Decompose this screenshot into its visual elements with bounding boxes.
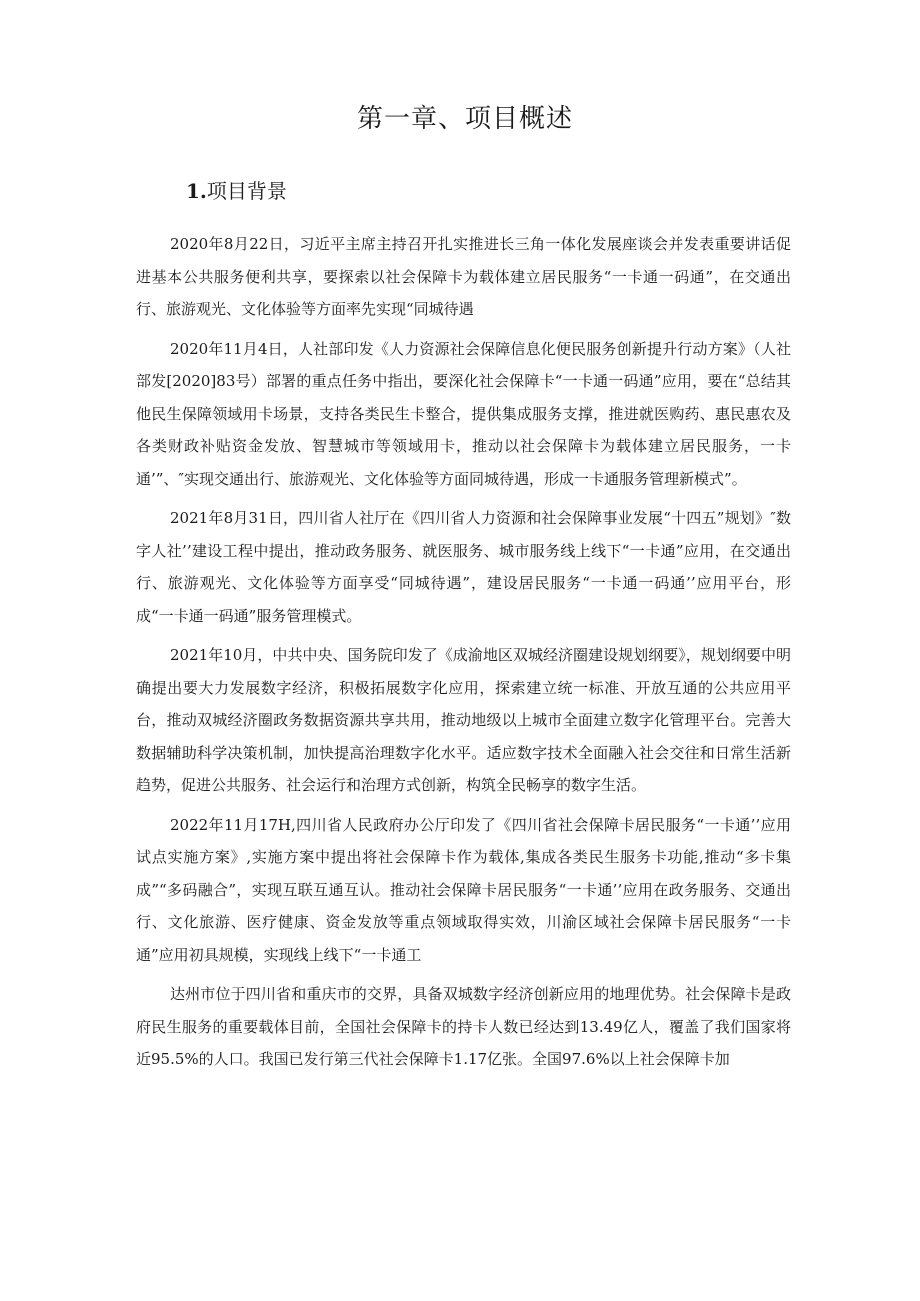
paragraph: 2020年11月4日，人社部印发《人力资源社会保障信息化便民服务创新提升行动方案》（人社部发[2020]83号）部署的重点任务中指出，要深化社会保障卡“一卡通一码通”应用，要在“总结其他民生保障领域用卡场景，支持各类民生卡整合，提供集成服务支撑，推进就医购药、惠民惠农及各类财政补贴资金发放、智慧城市等领域用卡，推动以社会保障卡为载体建立居民服务，一卡通’”、″实现交通出行、旅游观光、文化体验等方面同城待遇，形成一卡通服务管理新模式”。 xyxy=(136,339,791,488)
paragraph: 达州市位于四川省和重庆市的交界，具备双城数字经济创新应用的地理优势。社会保障卡是政府民生服务的重要载体目前，全国社会保障卡的持卡人数已经达到13.49亿人，覆盖了我们国家将近95.5%的人口。我国已发行第三代社会保障卡1.17亿张。全国97.6%以上社会保障卡加 xyxy=(136,985,791,1068)
paragraph: 2021年8月31日，四川省人社厅在《四川省人力资源和社会保障事业发展“十四五”规划》″数字人社’’建设工程中提出，推动政务服务、就医服务、城市服务线上线下“一卡通”应用，在交通出行、旅游观光、文化体验等方面享受“同城待遇”，建设居民服务“一卡通一码通’’应用平台，形成“一卡通一码通”服务管理模式。 xyxy=(136,509,791,625)
paragraph: 2021年10月，中共中央、国务院印发了《成渝地区双城经济圈建设规划纲要》，规划纲要中明确提出要大力发展数字经济，积极拓展数字化应用，探索建立统一标准、开放互通的公共应用平台，推动双城经济圈政务数据资源共享共用，推动地级以上城市全面建立数字化管理平台。完善大数据辅助科学决策机制，加快提高治理数字化水平。适应数字技术全面融入社会交往和日常生活新趋势，促进公共服务、社会运行和治理方式创新，构筑全民畅享的数字生活。 xyxy=(136,646,791,794)
section-number: 1. xyxy=(186,179,207,203)
paragraph: 2022年11月17H,四川省人民政府办公厅印发了《四川省社会保障卡居民服务“一卡通’’应用试点实施方案》,实施方案中提出将社会保障卡作为载体,集成各类民生服务卡功能,推动“多卡集成”“多码融合”，实现互联互通互认。推动社会保障卡居民服务“一卡通’’应用在政务服务、交通出行、文化旅游、医疗健康、资金发放等重点领域取得实效，川渝区域社会保障卡居民服务“一卡通”应用初具规模，实现线上线下“一卡通工 xyxy=(136,815,791,964)
section-title: 项目背景 xyxy=(206,179,287,203)
section-heading xyxy=(186,175,287,204)
chapter-title: 第一章、项目概述 xyxy=(356,104,573,134)
body-text xyxy=(136,228,791,1083)
paragraph: 2020年8月22日，习近平主席主持召开扎实推进长三角一体化发展座谈会并发表重要讲话促进基本公共服务便利共享，要探索以社会保障卡为载体建立居民服务“一卡通一码通”，在交通出行、旅游观光、文化体验等方面率先实现“同城待遇 xyxy=(136,235,791,318)
